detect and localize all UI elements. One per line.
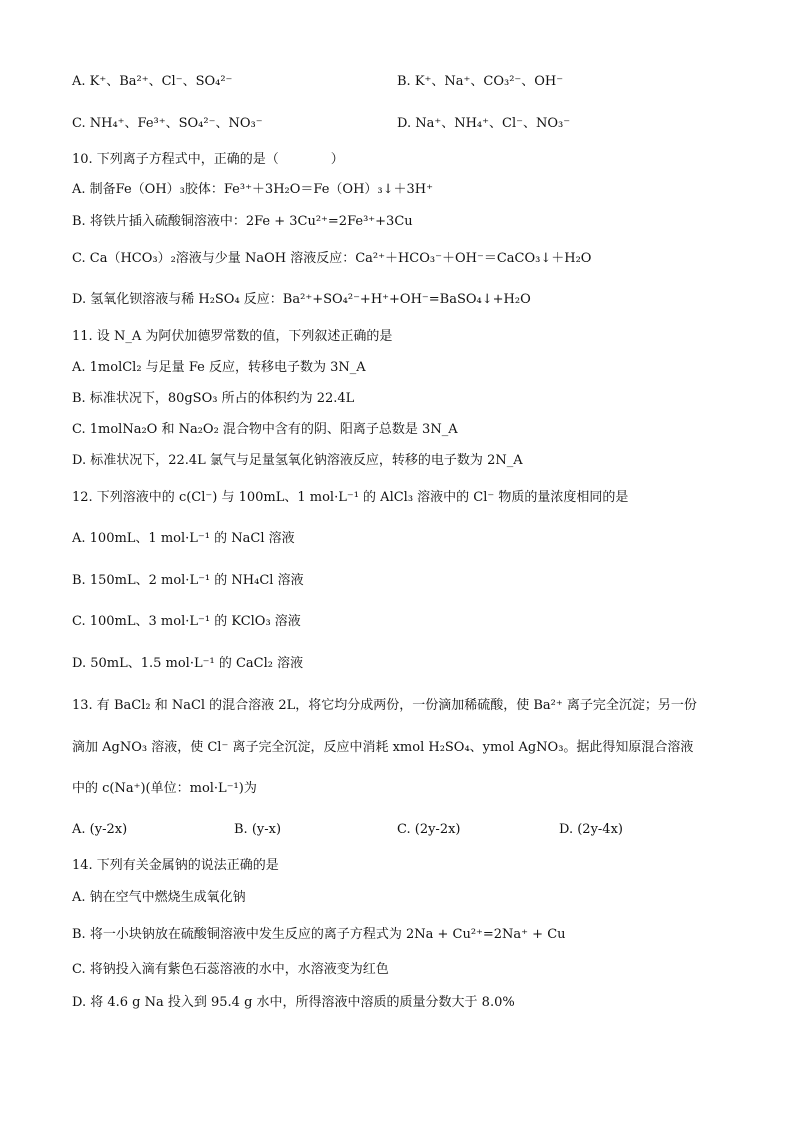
q11-option-c: C. 1molNa₂O 和 Na₂O₂ 混合物中含有的阴、阳离子总数是 3N_A	[72, 422, 458, 437]
q13-stem-line-2: 滴加 AgNO₃ 溶液，使 Cl⁻ 离子完全沉淀，反应中消耗 xmol H₂SO₄、ymol AgNO₃。据此得知原混合溶液	[72, 740, 694, 755]
q14-option-a: A. 钠在空气中燃烧生成氧化钠	[72, 890, 246, 905]
q13-option-d: D. (2y-4x)	[559, 822, 623, 837]
q13-option-b: B. (y-x)	[234, 822, 282, 837]
q13-stem-line-1: 13. 有 BaCl₂ 和 NaCl 的混合溶液 2L，将它均分成两份，一份滴加稀硫酸，使 Ba²⁺ 离子完全沉淀；另一份	[72, 698, 697, 713]
q9-option-d: D. Na⁺、NH₄⁺、Cl⁻、NO₃⁻	[397, 116, 571, 131]
q14-stem: 14. 下列有关金属钠的说法正确的是	[72, 858, 279, 873]
q9-option-a: A. K⁺、Ba²⁺、Cl⁻、SO₄²⁻	[72, 74, 233, 89]
q12-option-a: A. 100mL、1 mol·L⁻¹ 的 NaCl 溶液	[72, 531, 295, 546]
q13-option-c: C. (2y-2x)	[397, 822, 461, 837]
q10-option-d: D. 氢氧化钡溶液与稀 H₂SO₄ 反应：Ba²⁺+SO₄²⁻+H⁺+OH⁻=BaSO₄↓+H₂O	[72, 292, 531, 307]
q14-option-b: B. 将一小块钠放在硫酸铜溶液中发生反应的离子方程式为 2Na + Cu²⁺=2Na⁺ + Cu	[72, 927, 566, 942]
q14-option-d: D. 将 4.6 g Na 投入到 95.4 g 水中，所得溶液中溶质的质量分数大于 8.0%	[72, 995, 515, 1010]
q12-option-d: D. 50mL、1.5 mol·L⁻¹ 的 CaCl₂ 溶液	[72, 656, 304, 671]
q9-option-b: B. K⁺、Na⁺、CO₃²⁻、OH⁻	[397, 74, 564, 89]
q12-option-b: B. 150mL、2 mol·L⁻¹ 的 NH₄Cl 溶液	[72, 573, 304, 588]
q12-stem: 12. 下列溶液中的 c(Cl⁻) 与 100mL、1 mol·L⁻¹ 的 AlCl₃ 溶液中的 Cl⁻ 物质的量浓度相同的是	[72, 490, 629, 505]
q11-option-a: A. 1molCl₂ 与足量 Fe 反应，转移电子数为 3N_A	[72, 360, 366, 375]
q11-option-b: B. 标准状况下，80gSO₃ 所占的体积约为 22.4L	[72, 391, 355, 406]
q10-stem: 10. 下列离子方程式中，正确的是（ ）	[72, 152, 344, 167]
q11-stem: 11. 设 N_A 为阿伏加德罗常数的值，下列叙述正确的是	[72, 329, 393, 344]
q13-stem-line-3: 中的 c(Na⁺)(单位：mol·L⁻¹)为	[72, 781, 257, 796]
q10-option-b: B. 将铁片插入硫酸铜溶液中：2Fe + 3Cu²⁺=2Fe³⁺+3Cu	[72, 214, 413, 229]
q11-option-d: D. 标准状况下，22.4L 氯气与足量氢氧化钠溶液反应，转移的电子数为 2N_A	[72, 453, 523, 468]
q12-option-c: C. 100mL、3 mol·L⁻¹ 的 KClO₃ 溶液	[72, 614, 301, 629]
q9-option-c: C. NH₄⁺、Fe³⁺、SO₄²⁻、NO₃⁻	[72, 116, 263, 131]
q10-option-c: C. Ca（HCO₃）₂溶液与少量 NaOH 溶液反应：Ca²⁺＋HCO₃⁻＋OH⁻＝CaCO₃↓＋H₂O	[72, 251, 592, 266]
q14-option-c: C. 将钠投入滴有紫色石蕊溶液的水中，水溶液变为红色	[72, 962, 389, 977]
q13-option-a: A. (y-2x)	[72, 822, 128, 837]
q10-option-a: A. 制备Fe（OH）₃胶体：Fe³⁺＋3H₂O＝Fe（OH）₃↓＋3H⁺	[72, 182, 433, 197]
